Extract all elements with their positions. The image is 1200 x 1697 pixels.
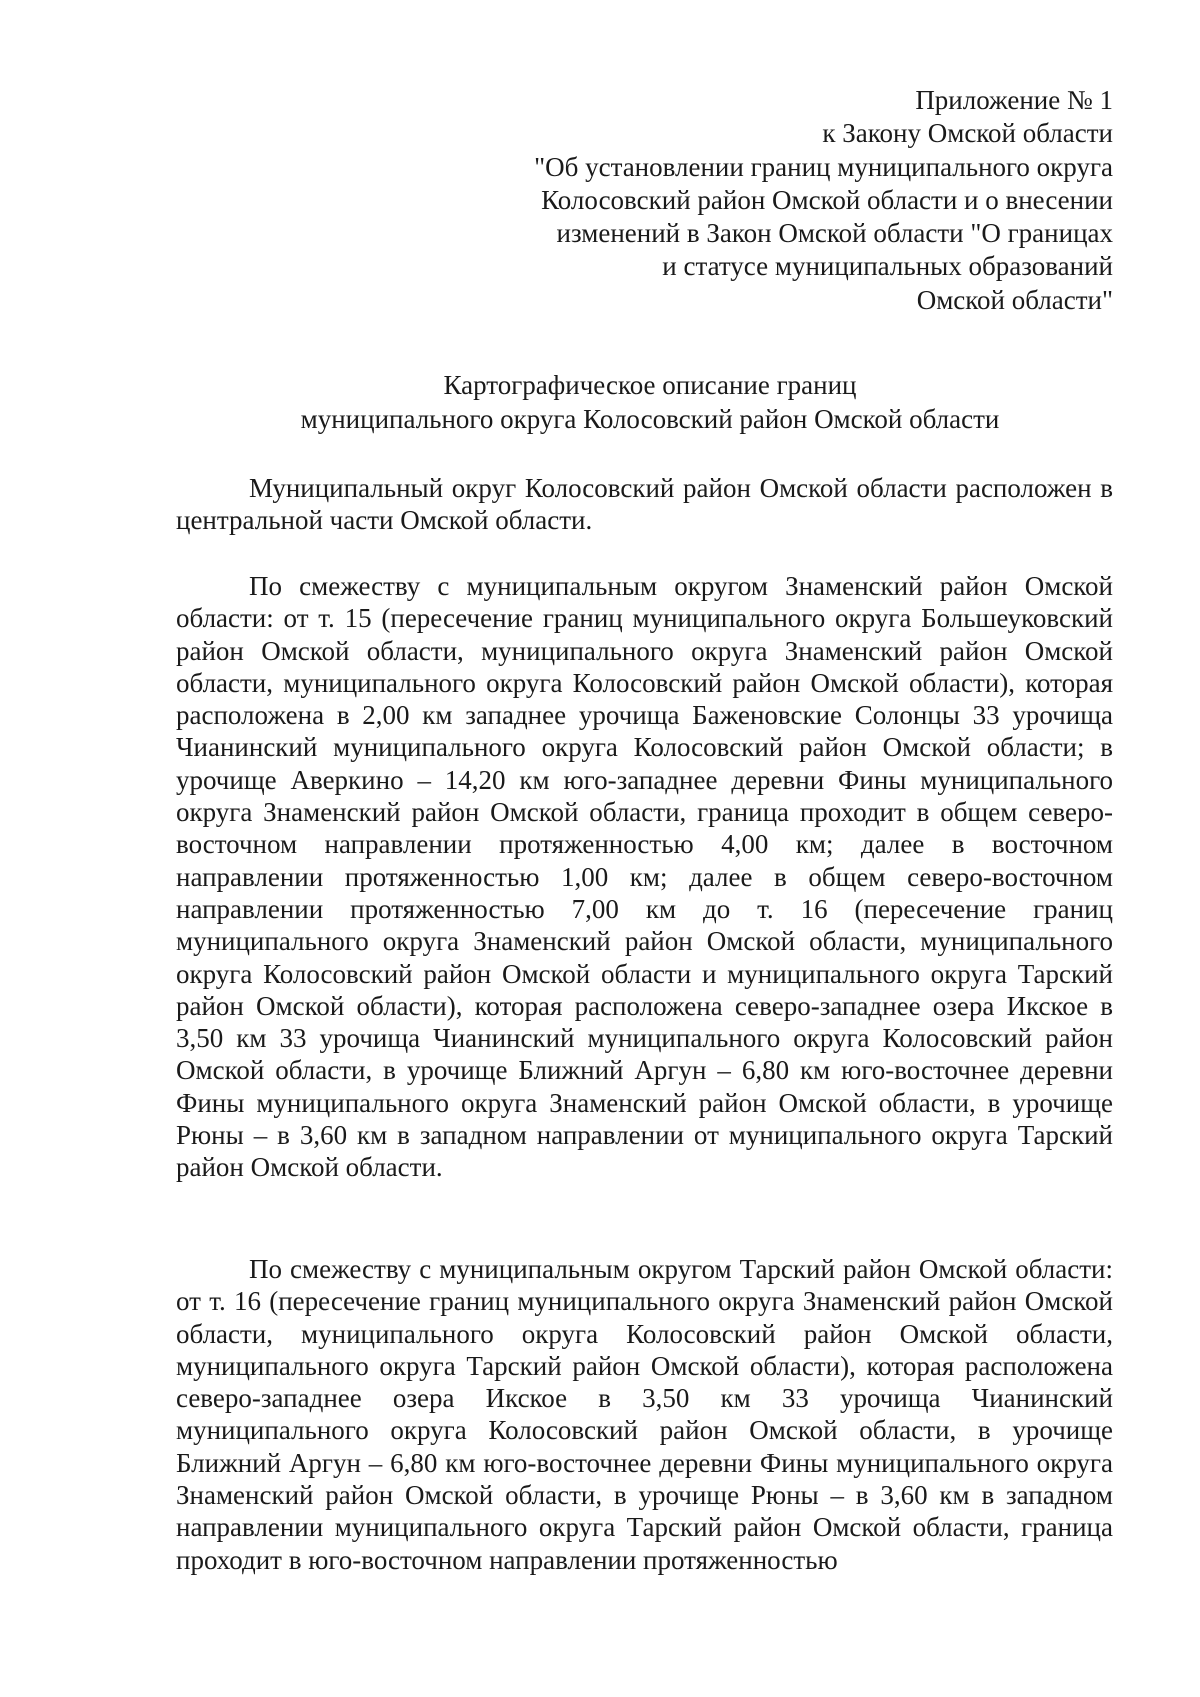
appendix-line: и статусе муниципальных образований — [662, 251, 1113, 282]
paragraph-znamensky-border: По смежеству с муниципальным округом Знаменский район Омской области: от т. 15 (пересечение границ муниципального округа Большеуковский район Омской области, муниципального округа Знаменский район Омской области, муниципального округа Колосовский район Омской области), которая расположена в 2,00 км западнее урочища Баженовские Солонцы 33 урочища Чианинский муниципального округа Колосовский район Омской области; в урочище Аверкино – 14,20 км юго-западнее деревни Фины муниципального округа Знаменский район Омской области, граница проходит в общем северо-восточном направлении протяженностью 4,00 км; далее в восточном направлении протяженностью 1,00 км; далее в общем северо-восточном направлении протяженностью 7,00 км до т. 16 (пересечение границ муниципального округа Знаменский район Омской области, муниципального округа Колосовский район Омской области и муниципального округа Тарский район Омской области), которая расположена северо-западнее озера Икское в 3,50 км 33 урочища Чианинский муниципального округа Колосовский район Омской области, в урочище Ближний Аргун – 6,80 км юго-восточнее деревни Фины муниципального округа Знаменский район Омской области, в урочище Рюны – в 3,60 км в западном направлении от муниципального округа Тарский район Омской области. — [176, 571, 1113, 1183]
document-title — [150, 368, 1150, 436]
paragraph-tarsky-border: По смежеству с муниципальным округом Тарский район Омской области: от т. 16 (пересечение границ муниципального округа Знаменский район Омской области, муниципального округа Колосовский район Омской области, муниципального округа Тарский район Омской области), которая расположена северо-западнее озера Икское в 3,50 км 33 урочища Чианинский муниципального округа Колосовский район Омской области, в урочище Ближний Аргун – 6,80 км юго-восточнее деревни Фины муниципального округа Знаменский район Омской области, в урочище Рюны – в 3,60 км в западном направлении муниципального округа Тарский район Омской области, граница проходит в юго-восточном направлении протяженностью — [176, 1254, 1113, 1575]
appendix-line: Омской области" — [916, 284, 1113, 315]
title-line-1: Картографическое описание границ — [443, 370, 857, 400]
appendix-line: Колосовский район Омской области и о внесении — [541, 184, 1113, 215]
appendix-line: изменений в Закон Омской области "О границах — [556, 218, 1113, 249]
appendix-number: Приложение № 1 — [915, 85, 1113, 115]
appendix-line: "Об установлении границ муниципального округа — [534, 151, 1113, 182]
paragraph-location: Муниципальный округ Колосовский район Омской области расположен в центральной части Омской области. — [176, 473, 1113, 536]
title-line-2: муниципального округа Колосовский район Омской области — [300, 404, 1000, 434]
appendix-line: к Закону Омской области — [822, 118, 1113, 149]
appendix-header — [473, 84, 1113, 317]
